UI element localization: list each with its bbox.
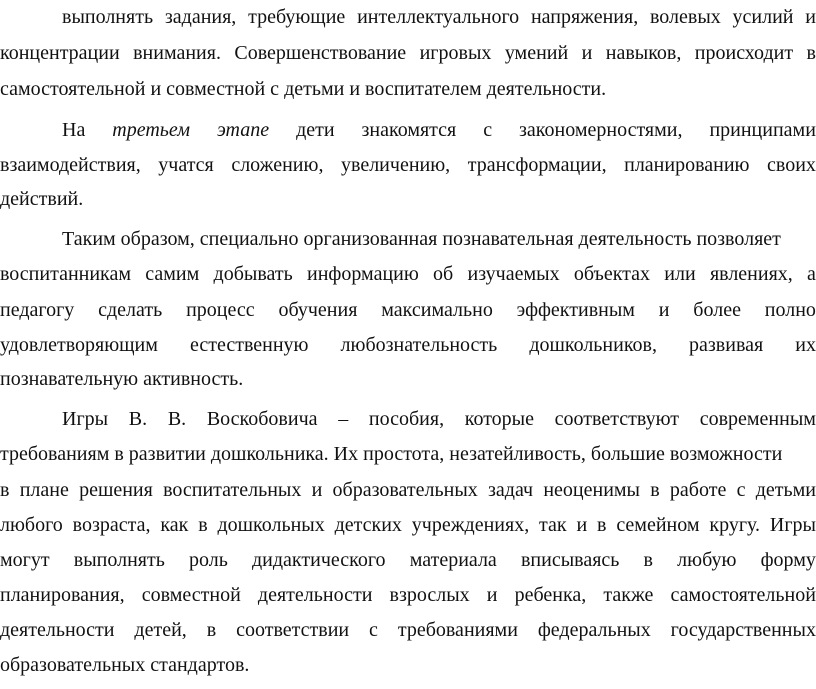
word: информацию [306,263,419,285]
text-line [62,115,816,145]
word: дошкольников, [529,334,657,356]
word: вписываясь [520,549,620,571]
word: соответствии [236,619,350,641]
italic-word: этапе [216,119,270,141]
word: изучаемых [467,263,560,285]
word: – [338,408,349,430]
word: в [650,479,660,501]
word: Совершенствование [234,42,407,64]
word: детьми [755,479,816,501]
word: принципами [709,119,816,141]
text-line [0,545,816,575]
text-line [0,150,816,180]
word: дидактического [252,549,386,571]
word: удовлетворяющим [0,334,158,356]
text-line: действий. [0,188,84,210]
word: естественную [189,334,309,356]
word: взаимодействия, [0,154,141,176]
word: самостоятельной [670,584,816,606]
word: и [486,584,498,606]
word: сделать [98,299,163,321]
word: самим [145,263,200,285]
word: учреждениях, [411,514,530,536]
word: современным [699,408,816,430]
word: любую [677,549,737,571]
word: дошкольных [217,514,325,536]
word: выполнять [73,549,165,571]
word: в [643,549,653,571]
word: в [597,514,607,536]
word: соответствуют [554,408,680,430]
word: взрослых [389,584,470,606]
word: возраста, [72,514,151,536]
word: сложению, [231,154,324,176]
word: в [206,619,217,641]
word: с [369,619,378,641]
word: добывать [213,263,293,285]
word: решения [79,479,153,501]
word: навыков, [605,42,682,64]
word: федеральных [537,619,651,641]
word: которые [464,408,534,430]
word: их [795,334,816,356]
word: деятельности [257,584,373,606]
word: государственных [670,619,816,641]
word: задач [488,479,534,501]
word: происходит [694,42,794,64]
word: воспитанникам [0,263,132,285]
word: воспитательных [163,479,302,501]
word: планированию [624,154,750,176]
word: а [807,263,816,285]
word: детей, [134,619,187,641]
word: в [806,42,816,64]
word: эффективным [516,299,635,321]
word: и [805,6,816,28]
text-line: Таким образом, специально организованная познавательная деятельность позволяет [62,228,781,250]
word: игровых [419,42,492,64]
text-line [0,38,816,68]
word: могут [0,549,50,571]
word: и [658,299,670,321]
word: и [581,42,593,64]
word: В. [128,408,148,430]
text-line: самостоятельной и совместной с детьми и воспитателем деятельности. [0,78,607,100]
word: процесс [186,299,255,321]
italic-word: третьем [112,119,191,141]
word: об [433,263,454,285]
word: требующие [248,6,346,28]
text-line [0,615,816,645]
text-line [0,259,816,289]
word: неоценимы [543,479,640,501]
word: планирования, [0,584,125,606]
word: и [311,479,323,501]
word: или [664,263,696,285]
word: своих [767,154,816,176]
text-line [0,330,816,360]
word: Игры [769,514,816,536]
word: образовательных [332,479,478,501]
word: развивая [689,334,764,356]
word: выполнять [62,6,154,28]
word: ребенка, [514,584,587,606]
word: роль [189,549,228,571]
word: явлениях, [709,263,793,285]
word: объектах [573,263,651,285]
word: плане [19,479,69,501]
word: внимания. [133,42,221,64]
word: кругу. [709,514,761,536]
word: также [603,584,654,606]
word: обучения [278,299,358,321]
text-line [0,295,816,325]
word: более [693,299,741,321]
word: В. [167,408,187,430]
word: дети [296,119,335,141]
word: как [160,514,189,536]
word: знакомятся [361,119,457,141]
word: так [539,514,567,536]
text-line [0,475,816,505]
word: с [736,479,746,501]
word: форму [760,549,816,571]
text-line: познавательную активность. [0,368,244,390]
word: в [0,479,10,501]
word: деятельности [0,619,115,641]
word: закономерностями, [519,119,683,141]
word: напряжения, [530,6,639,28]
text-line: образовательных стандартов. [0,654,250,676]
word: На [62,119,86,141]
text-line: требованиям в развитии дошкольника. Их простота, незатейливость, большие возможности [0,443,783,465]
word: работе [669,479,727,501]
word: семейном [616,514,700,536]
word: пособия, [368,408,445,430]
word: максимально [381,299,493,321]
text-line [62,2,816,32]
word: детских [334,514,402,536]
word: в [198,514,208,536]
word: задания, [164,6,237,28]
word: волевых [649,6,721,28]
word: умений [504,42,569,64]
word: с [483,119,493,141]
word: и [576,514,588,536]
word: любознательность [340,334,498,356]
word: совместной [141,584,241,606]
word: Игры [62,408,109,430]
word: полно [764,299,816,321]
word: педагогу [0,299,75,321]
text-line [0,510,816,540]
word: интеллектуального [357,6,520,28]
word: усилий [732,6,794,28]
word: увеличению, [341,154,451,176]
word: Воскобовича [206,408,318,430]
word: концентрации [0,42,120,64]
text-line [62,404,816,434]
word: учатся [158,154,214,176]
text-line [0,580,816,610]
word: материала [409,549,497,571]
word: требованиями [397,619,518,641]
word: трансформации, [467,154,607,176]
word: любого [0,514,63,536]
